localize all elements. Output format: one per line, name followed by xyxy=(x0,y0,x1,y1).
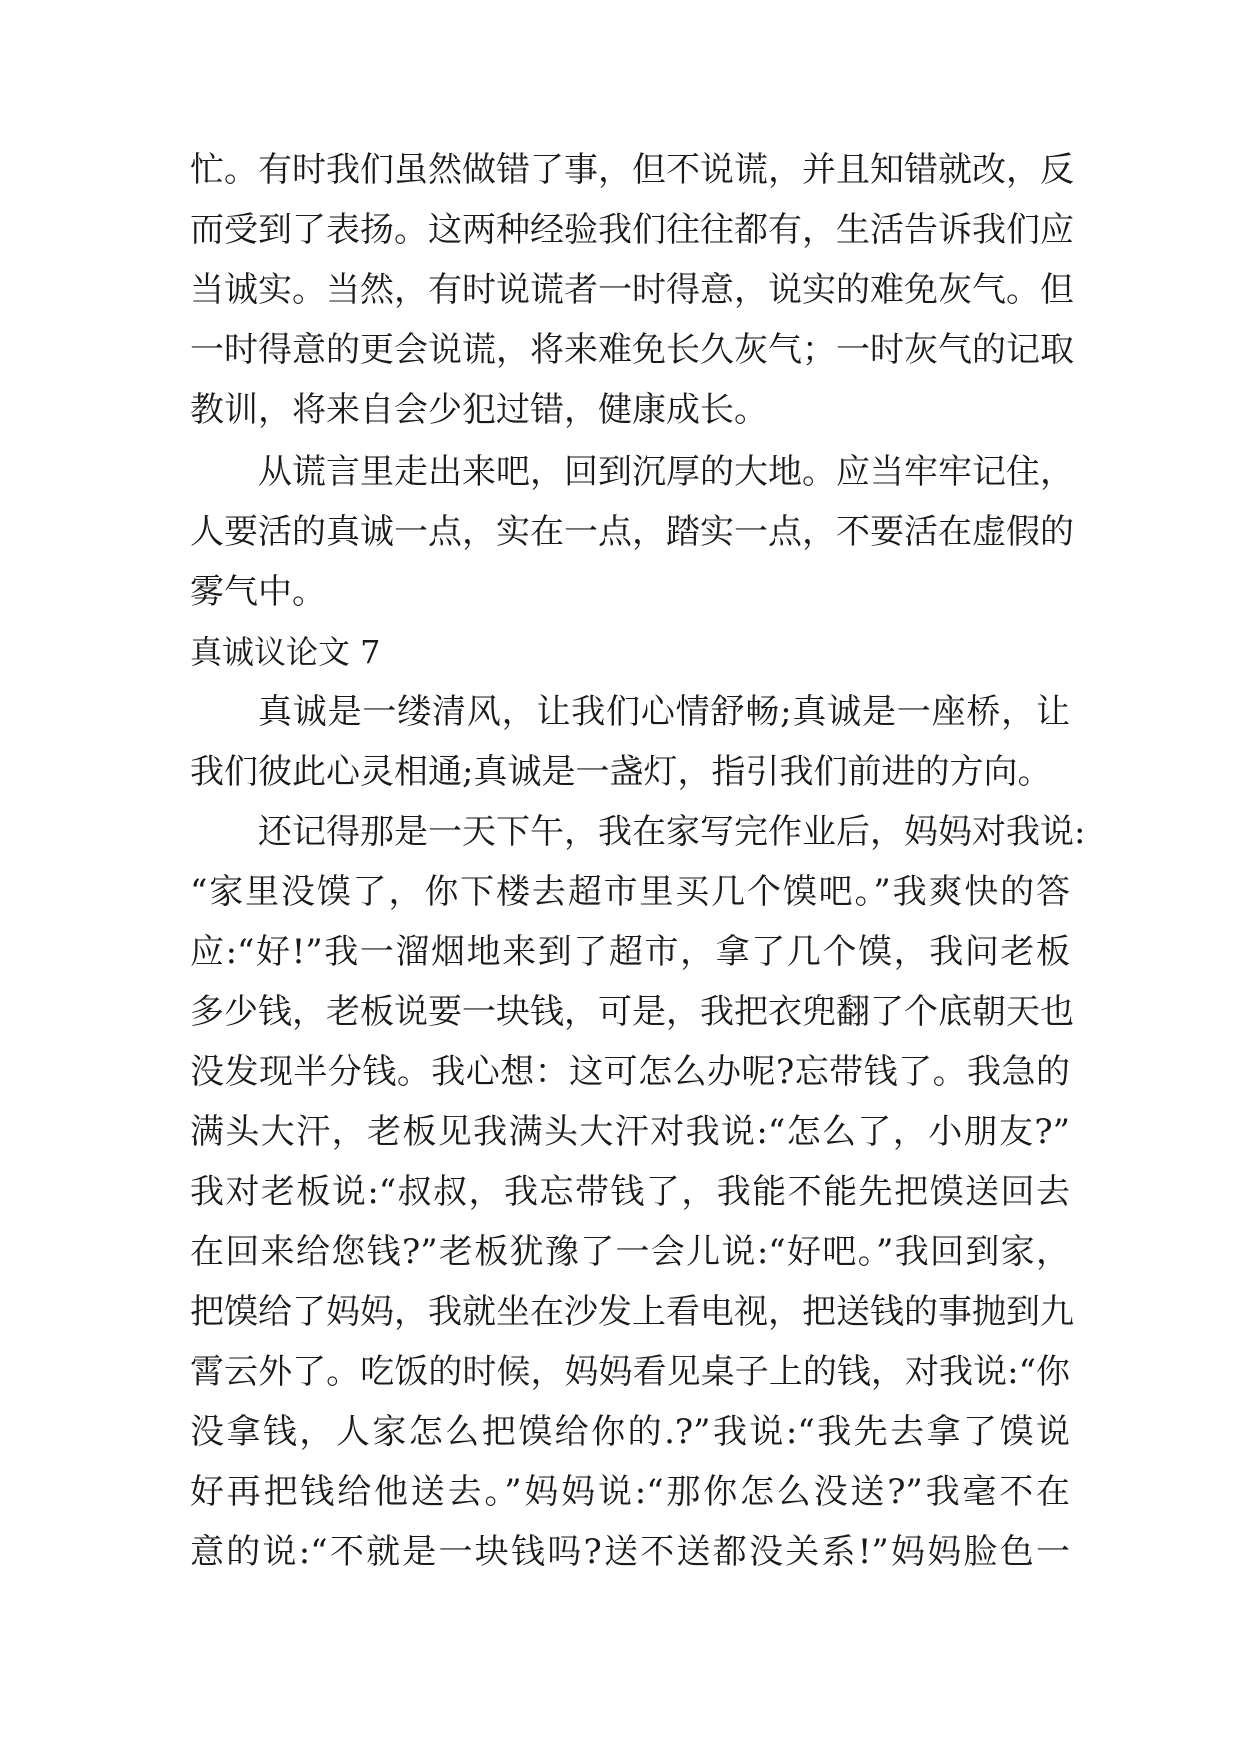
paragraph-2-line: 从谎言里走出来吧，回到沉厚的大地。应当牢牢记住， xyxy=(258,452,1074,492)
paragraph-3-line: 真诚是一缕清风，让我们心情舒畅;真诚是一座桥，让 xyxy=(258,692,1070,732)
paragraph-4-line: 意的说:“不就是一块钱吗?送不送都没关系!”妈妈脸色一 xyxy=(190,1532,1070,1572)
paragraph-4-line: 还记得那是一天下午，我在家写完作业后，妈妈对我说: xyxy=(258,812,1086,852)
section-heading: 真诚议论文 7 xyxy=(190,633,381,671)
paragraph-4-line: 没发现半分钱。我心想：这可怎么办呢?忘带钱了。我急的 xyxy=(190,1052,1070,1092)
paragraph-4-line: 没拿钱，人家怎么把馍给你的.?”我说:“我先去拿了馍说 xyxy=(190,1412,1070,1452)
paragraph-4-line: 在回来给您钱?”老板犹豫了一会儿说:“好吧。”我回到家， xyxy=(190,1232,1070,1272)
paragraph-1-line: 忙。有时我们虽然做错了事，但不说谎，并且知错就改，反 xyxy=(190,150,1074,190)
paragraph-4-line: 我对老板说:“叔叔，我忘带钱了，我能不能先把馍送回去 xyxy=(190,1172,1070,1212)
paragraph-1-line: 当诚实。当然，有时说谎者一时得意，说实的难免灰气。但 xyxy=(190,270,1074,310)
paragraph-1-line: 教训，将来自会少犯过错，健康成长。 xyxy=(190,390,768,430)
paragraph-4-line: “家里没馍了，你下楼去超市里买几个馍吧。”我爽快的答 xyxy=(190,872,1070,912)
paragraph-4-line: 满头大汗，老板见我满头大汗对我说:“怎么了，小朋友?” xyxy=(190,1112,1070,1152)
paragraph-4-line: 霄云外了。吃饭的时候，妈妈看见桌子上的钱，对我说:“你 xyxy=(190,1352,1070,1392)
paragraph-4-line: 应:“好!”我一溜烟地来到了超市，拿了几个馍，我问老板 xyxy=(190,932,1070,972)
paragraph-4-line: 把馍给了妈妈，我就坐在沙发上看电视，把送钱的事抛到九 xyxy=(190,1292,1074,1332)
paragraph-1-line: 一时得意的更会说谎，将来难免长久灰气；一时灰气的记取 xyxy=(190,330,1074,370)
paragraph-2-line: 人要活的真诚一点，实在一点，踏实一点，不要活在虚假的 xyxy=(190,512,1074,552)
paragraph-3-line: 我们彼此心灵相通;真诚是一盏灯，指引我们前进的方向。 xyxy=(190,752,1052,792)
paragraph-2-line: 雾气中。 xyxy=(190,572,326,612)
paragraph-4-line: 多少钱，老板说要一块钱，可是，我把衣兜翻了个底朝天也 xyxy=(190,992,1074,1032)
paragraph-4-line: 好再把钱给他送去。”妈妈说:“那你怎么没送?”我毫不在 xyxy=(190,1472,1070,1512)
paragraph-1-line: 而受到了表扬。这两种经验我们往往都有，生活告诉我们应 xyxy=(190,210,1074,250)
